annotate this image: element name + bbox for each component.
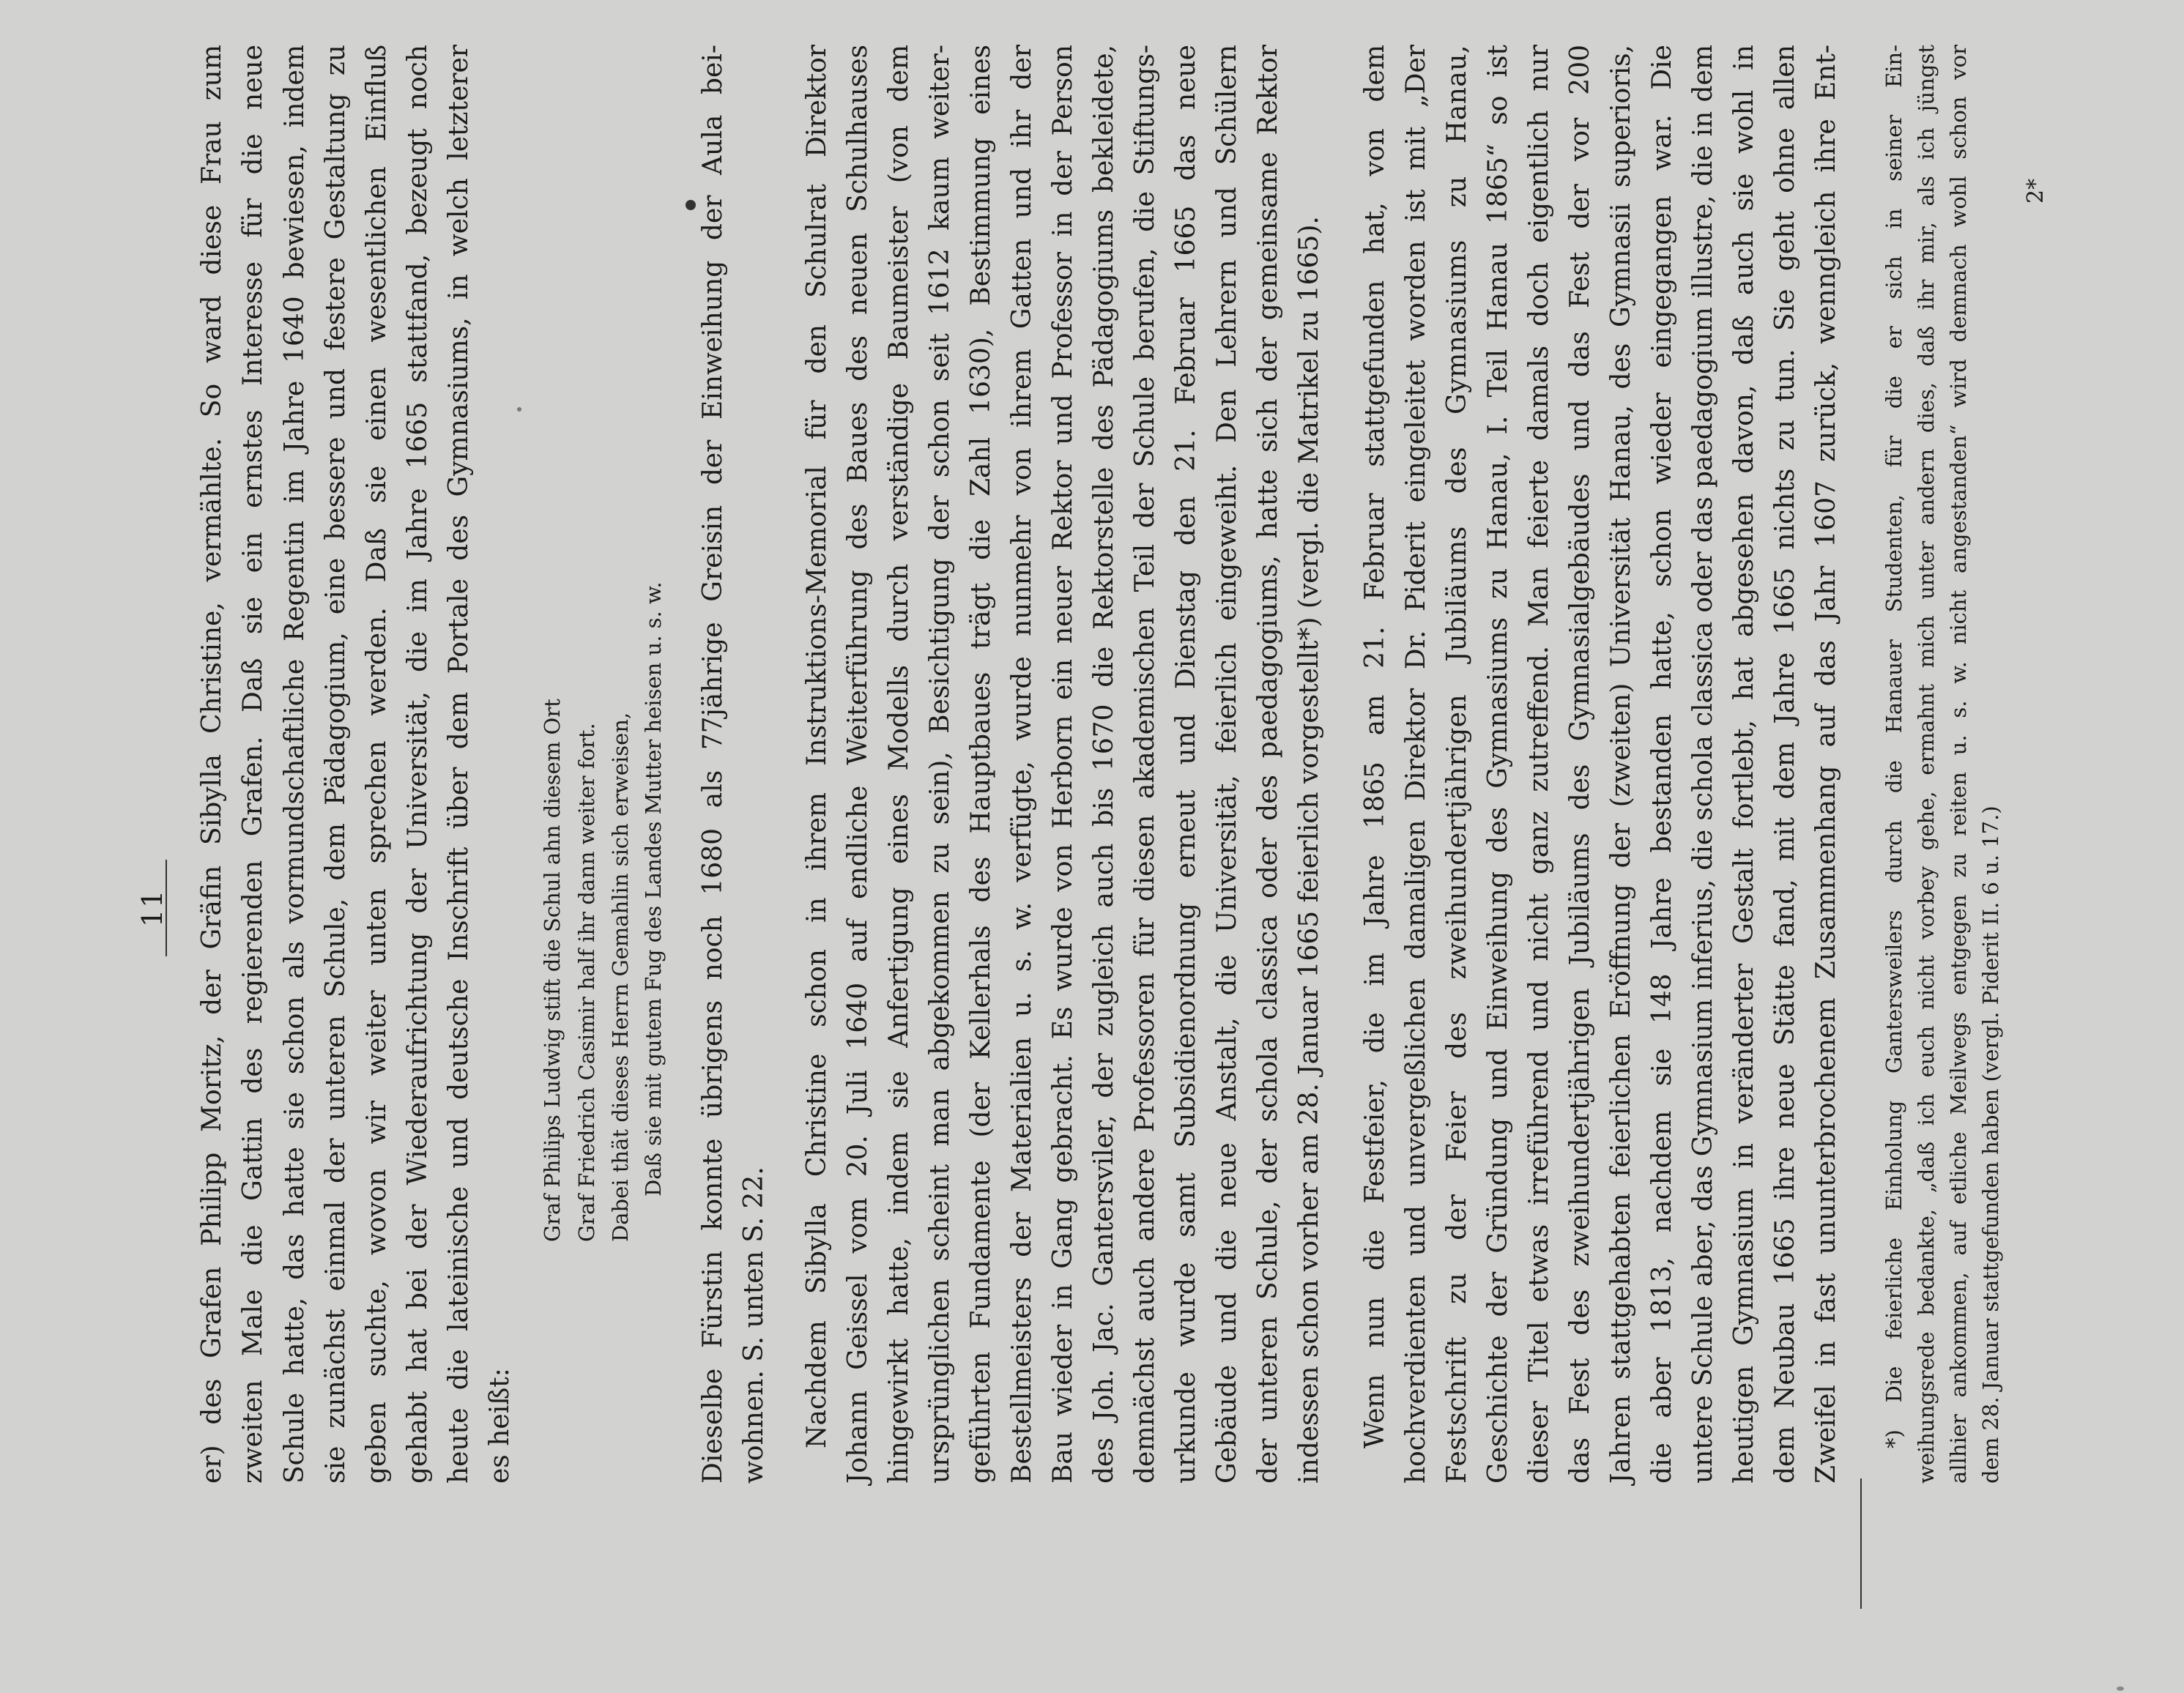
page-number: 11 [136, 888, 168, 927]
ink-speck [517, 407, 521, 412]
footnote-rule [1860, 1478, 1862, 1609]
ink-speck [686, 200, 696, 210]
text-line: Festschrift zu der Feier des zweihundertjährigen Jubiläums des Gymnasiums zu Hanau, [1442, 45, 1472, 1484]
text-line: Dieselbe Fürstin konnte übrigens noch 1680 als 77jährige Greisin der Einweihung der Aula bei- [698, 45, 728, 1484]
text-line: Bestellmeisters der Materialien u. s. w. verfügte, wurde nunmehr von ihrem Gatten und ihr der [1007, 45, 1037, 1484]
text-line: Schule hatte, das hatte sie schon als vormundschaftliche Regentin im Jahre 1640 bewiesen, indem [280, 45, 310, 1484]
verse-line: Graf Philips Ludwig stift die Schul ahn diesem Ort [540, 699, 565, 1242]
text-line: dieser Titel etwas irreführend und nicht ganz zutreffend. Man feierte damals doch eigentlich nur [1524, 45, 1554, 1484]
verse-line: Daß sie mit gutem Fug des Landes Mutter heisen u. s. w. [641, 581, 666, 1197]
text-line: Zweifel in fast ununterbrochenem Zusammenhang auf das Jahr 1607 zurück, wenngleich ihre Ent- [1811, 45, 1841, 1484]
text-line: dem Neubau 1665 ihre neue Stätte fand, mit dem Jahre 1665 nichts zu tun. Sie geht ohne allen [1770, 45, 1800, 1484]
text-line: Jahren stattgehabten feierlichen Eröffnung der (zweiten) Universität Hanau, des Gymnasii superioris, [1606, 45, 1636, 1484]
text-line: Johann Geissel vom 20. Juli 1640 auf endliche Weiterführung des Baues des neuen Schulhauses [843, 45, 873, 1484]
text-line: hingewirkt hatte, indem sie Anfertigung eines Modells durch verständige Baumeister (von dem [884, 45, 914, 1484]
text-line: es heißt: [485, 1368, 515, 1484]
footnote-line: allhier ankommen, auf etliche Meilwegs entgegen zu reiten u. s. w. nicht angestanden“ wird demnach wohl schon vor [1946, 45, 1971, 1484]
footnote-line: *) Die feierliche Einholung Gantersweilers durch die Hanauer Studenten, für die er sich in seiner Ein- [1882, 45, 1906, 1448]
text-line: Wenn nun die Festfeier, die im Jahre 1865 am 21. Februar stattgefunden hat, von dem [1360, 45, 1390, 1448]
text-line: ursprünglichen scheint man abgekommen zu sein), Besichtigung der schon seit 1612 kaum weiter- [925, 45, 955, 1484]
text-line: er) des Grafen Philipp Moritz, der Gräfin Sibylla Christine, vermählte. So ward diese Frau zum [197, 45, 227, 1484]
text-line: untere Schule aber, das Gymnasium inferius, die schola classica oder das paedagogium illustre, die in dem [1688, 45, 1718, 1484]
text-line: zweiten Male die Gattin des regierenden Grafen. Daß sie ein ernstes Interesse für die neue [238, 45, 268, 1484]
text-line: demnächst auch andere Professoren für diesen akademischen Teil der Schule berufen, die Stiftungs- [1130, 45, 1160, 1484]
text-line: das Fest des zweihundertjährigen Jubiläums des Gymnasialgebäudes und das Fest der vor 200 [1565, 45, 1595, 1484]
text-line: geführten Fundamente (der Kellerhals des Hauptbaues trägt die Zahl 1630), Bestimmung eines [966, 45, 996, 1484]
text-line: die aber 1813, nachdem sie 148 Jahre bestanden hatte, schon wieder eingegangen war. Die [1647, 45, 1677, 1484]
text-line: Gebäude und die neue Anstalt, die Universität, feierlich eingeweiht. Den Lehrern und Schülern [1212, 45, 1242, 1484]
signature-mark: 2* [2023, 178, 2049, 204]
text-line: gehabt hat bei der Wiederaufrichtung der Universität, die im Jahre 1665 stattfand, bezeugt noch [403, 45, 433, 1484]
text-line: Bau wieder in Gang gebracht. Es wurde von Herborn ein neuer Rektor und Professor in der Person [1048, 45, 1078, 1484]
text-line: Nachdem Sibylla Christine schon in ihrem Instruktions-Memorial für den Schulrat Direktor [802, 45, 832, 1448]
verse-line: Dabei thät dieses Herrn Gemahlin sich erweisen, [608, 712, 633, 1242]
text-line: urkunde wurde samt Subsidienordnung erneut und Dienstag den 21. Februar 1665 das neue [1171, 45, 1201, 1484]
text-line: heutigen Gymnasium in veränderter Gestalt fortlebt, hat abgesehen davon, daß auch sie wohl in [1729, 45, 1759, 1484]
ink-speck [2117, 1686, 2124, 1691]
footnote-line: dem 28. Januar stattgefunden haben (vergl. Piderit II. 6 u. 17.) [1978, 805, 2003, 1484]
text-line: hochverdienten und unvergeßlichen damaligen Direktor Dr. Piderit eingeleitet worden ist mit „Der [1401, 45, 1431, 1484]
text-line: indessen schon vorher am 28. Januar 1665 feierlich vorgestellt*) (vergl. die Matrikel zu 1665). [1294, 216, 1324, 1484]
text-line: heute die lateinische und deutsche Inschrift über dem Portale des Gymnasiums, in welch letzterer [444, 45, 474, 1484]
text-line: Geschichte der Gründung und Einweihung des Gymnasiums zu Hanau, I. Teil Hanau 1865“ so ist [1483, 45, 1513, 1484]
footnote-line: weihungsrede bedankte, „daß ich euch nicht vorbey gehe, ermahnt mich unter andern dies, daß ihr mir, als ich jüngst [1914, 45, 1939, 1484]
verse-line: Graf Friedrich Casimir half ihr dann weiter fort. [574, 723, 599, 1242]
text-line: sie zunächst einmal der unteren Schule, dem Pädagogium, eine bessere und festere Gestaltung zu [321, 45, 351, 1484]
text-line: der unteren Schule, der schola classica oder des paedagogiums, hatte sich der gemeinsame Rektor [1253, 45, 1283, 1484]
page-number-rule [166, 860, 167, 956]
text-line: geben suchte, wovon wir weiter unten sprechen werden. Daß sie einen wesentlichen Einfluß [362, 45, 392, 1484]
text-line: des Joh. Jac. Gantersviler, der zugleich auch bis 1670 die Rektorstelle des Pädagogiums bekleidete, [1089, 45, 1119, 1484]
text-line: wohnen. S. unten S. 22. [739, 1167, 769, 1484]
